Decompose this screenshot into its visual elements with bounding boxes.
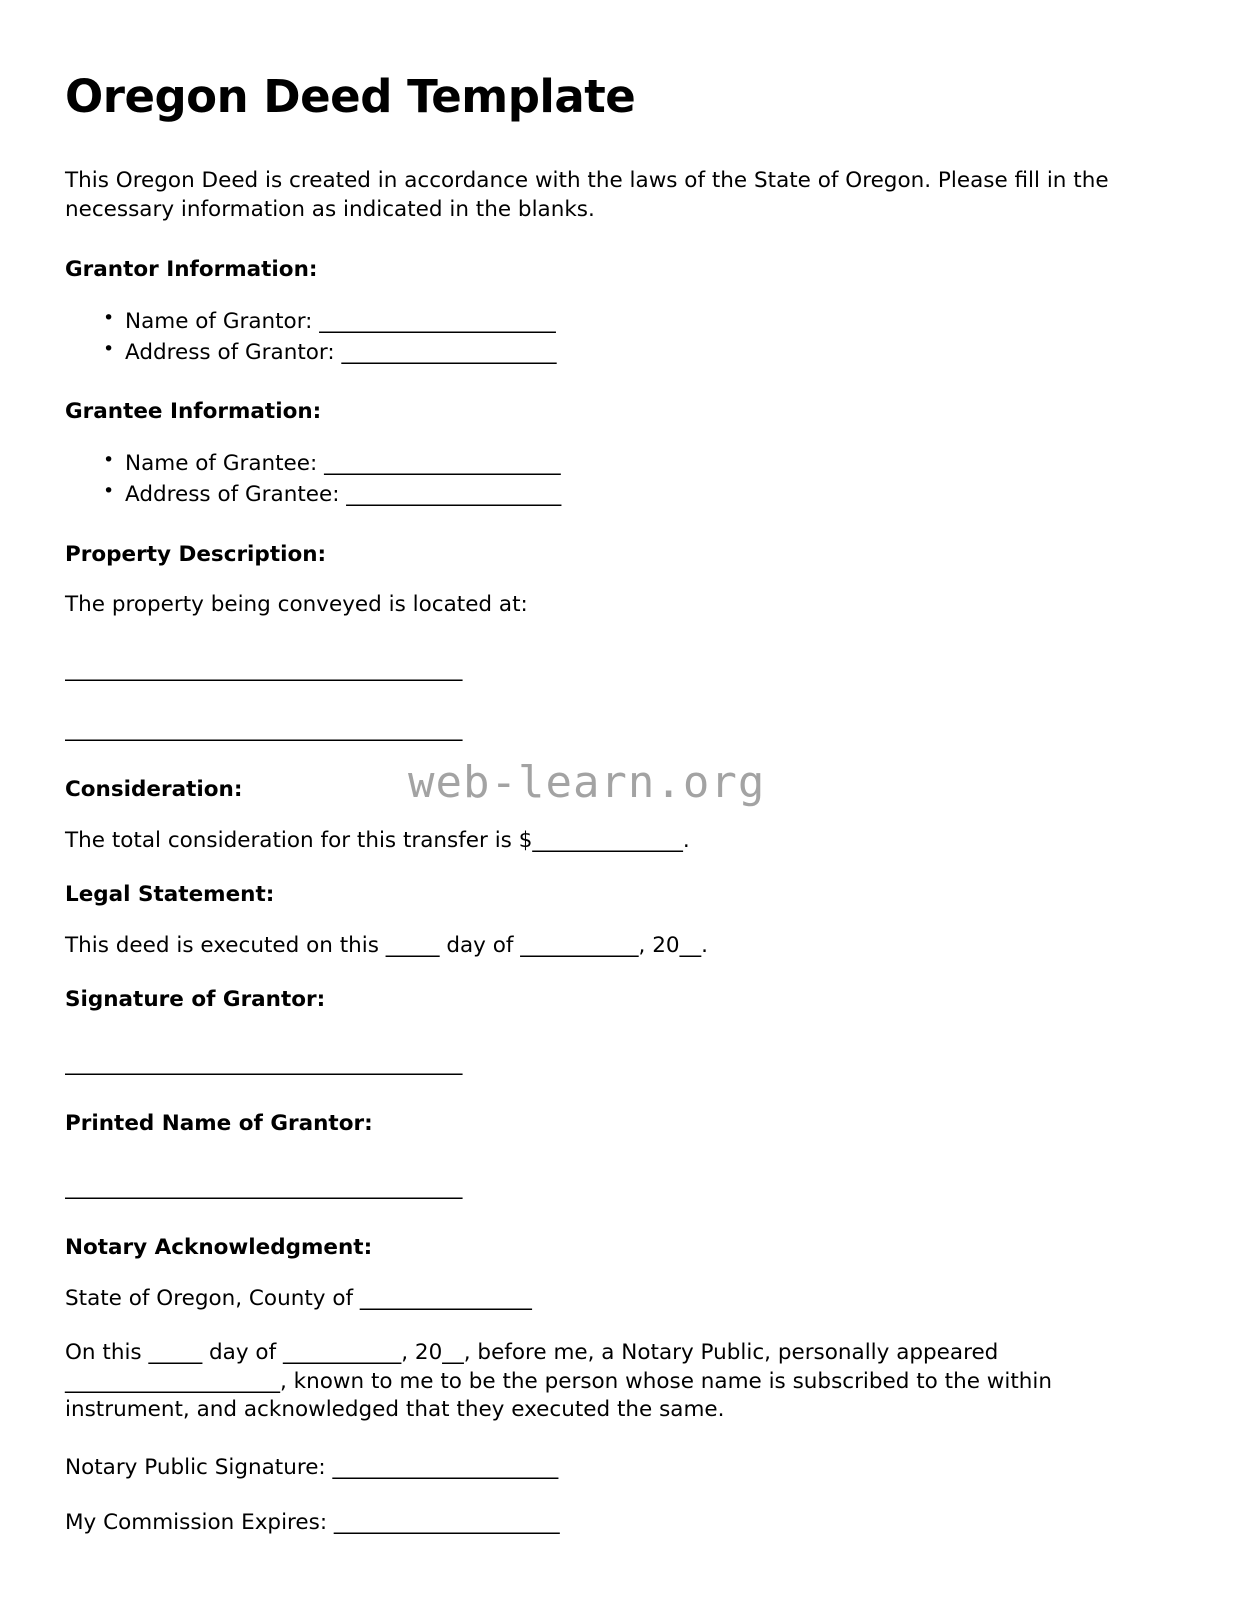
consideration-text: The total consideration for this transfer is $______________. — [65, 827, 690, 853]
signature-of-grantor-blank: ______________________________________ — [65, 1050, 463, 1076]
site-watermark: web-learn.org — [408, 757, 766, 808]
notary-state-county-line: State of Oregon, County of ________________ — [65, 1285, 532, 1311]
list-item: • Address of Grantee: ____________________ — [103, 479, 1150, 510]
printed-name-of-grantor-heading: Printed Name of Grantor: — [65, 1110, 373, 1136]
list-item: • Name of Grantee: ______________________ — [103, 448, 1150, 479]
consideration-section-heading: Consideration: — [65, 776, 243, 802]
notary-acknowledgment-text: On this _____ day of ___________, 20__, before me, a Notary Public, personally appeared ____________________, known to me to be the person whose name is subscribed to the within instrument, and acknowledged that they executed the same. — [65, 1339, 1053, 1423]
page-title: Oregon Deed Template — [65, 70, 636, 123]
list-item: • Address of Grantor: ____________________ — [103, 337, 1150, 368]
notary-commission-expires-line: My Commission Expires: _____________________ — [65, 1510, 560, 1536]
grantor-section-heading: Grantor Information: — [65, 256, 318, 282]
list-item: • Name of Grantor: ______________________ — [103, 306, 1150, 337]
grantee-field-list — [65, 448, 1150, 510]
property-intro-text: The property being conveyed is located at: — [65, 592, 528, 618]
property-blank-line-1: ______________________________________ — [65, 656, 463, 682]
property-blank-line-2: ______________________________________ — [65, 716, 463, 742]
intro-paragraph: This Oregon Deed is created in accordance with the laws of the State of Oregon. Please fill in the necessary information as indicated in the blanks. — [65, 167, 1109, 222]
property-section-heading: Property Description: — [65, 541, 327, 567]
legal-statement-heading: Legal Statement: — [65, 881, 275, 907]
document-content — [65, 72, 1150, 1564]
legal-statement-text: This deed is executed on this _____ day of ___________, 20__. — [65, 932, 708, 958]
grantor-field-list — [65, 306, 1150, 368]
notary-acknowledgment-heading: Notary Acknowledgment: — [65, 1234, 373, 1260]
signature-of-grantor-heading: Signature of Grantor: — [65, 986, 326, 1012]
notary-public-signature-line: Notary Public Signature: _____________________ — [65, 1455, 559, 1481]
grantee-section-heading: Grantee Information: — [65, 399, 322, 425]
printed-name-of-grantor-blank: ______________________________________ — [65, 1174, 463, 1200]
